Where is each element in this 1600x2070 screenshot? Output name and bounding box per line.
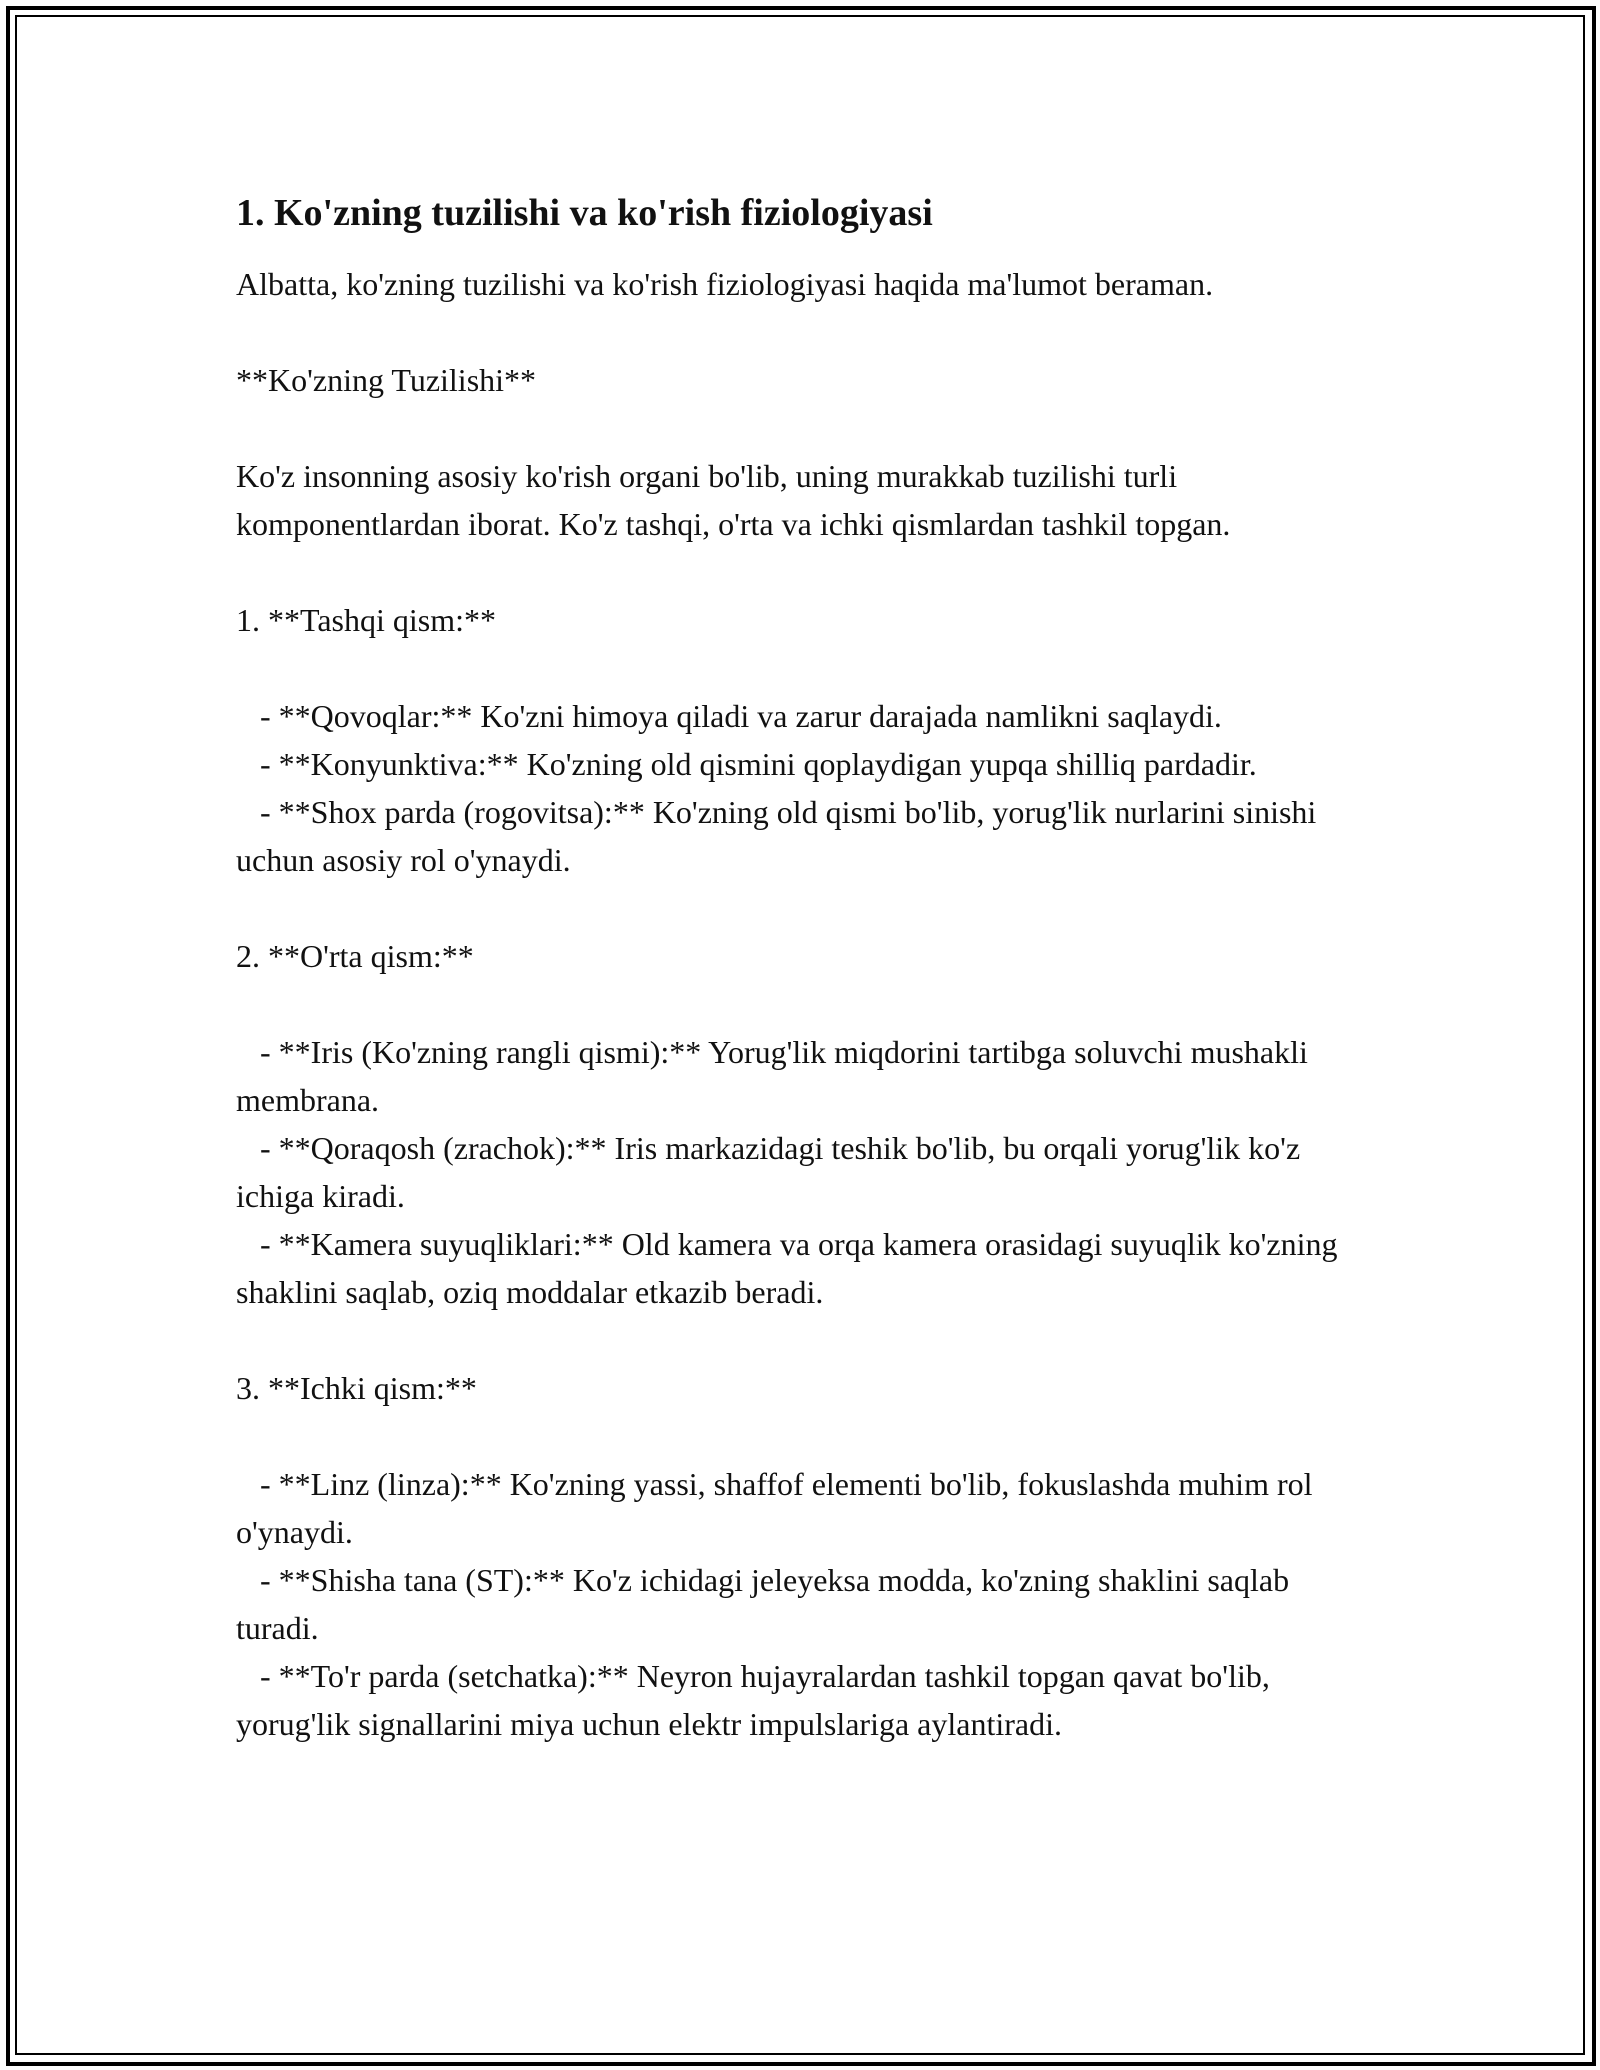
list-item: - **Shisha tana (ST):** Ko'z ichidagi jeleyeksa modda, ko'zning shaklini saqlab turadi. [236,1562,1298,1646]
spacer [236,548,1376,596]
list-item: - **Konyunktiva:** Ko'zning old qismini qoplaydigan yupqa shilliq pardadir. [236,746,1257,782]
list-item: - **Shox parda (rogovitsa):** Ko'zning old qismi bo'lib, yorug'lik nurlarini sinishi uchun asosiy rol o'ynaydi. [236,794,1325,878]
spacer [236,1412,1376,1460]
list-item: - **Linz (linza):** Ko'zning yassi, shaffof elementi bo'lib, fokuslashda muhim rol o'ynaydi. [236,1466,1321,1550]
part-heading-middle: 2. **O'rta qism:** [236,938,474,974]
spacer [236,404,1376,452]
list-item: - **Kamera suyuqliklari:** Old kamera va orqa kamera orasidagi suyuqlik ko'zning shaklini saqlab, oziq moddalar etkazib beradi. [236,1226,1346,1310]
spacer [236,884,1376,932]
part-heading-outer: 1. **Tashqi qism:** [236,602,496,638]
part-heading-inner: 3. **Ichki qism:** [236,1370,477,1406]
section-heading: **Ko'zning Tuzilishi** [236,362,537,398]
intro-paragraph: Albatta, ko'zning tuzilishi va ko'rish fiziologiyasi haqida ma'lumot beraman. [236,266,1214,302]
document-title: 1. Ko'zning tuzilishi va ko'rish fiziologiyasi [236,192,933,234]
spacer [236,644,1376,692]
spacer [236,1316,1376,1364]
list-item: - **Qovoqlar:** Ko'zni himoya qiladi va zarur darajada namlikni saqlaydi. [236,698,1222,734]
overview-paragraph: Ko'z insonning asosiy ko'rish organi bo'lib, uning murakkab tuzilishi turli komponentlardan iborat. Ko'z tashqi, o'rta va ichki qismlardan tashkil topgan. [236,458,1231,542]
spacer [236,980,1376,1028]
spacer [236,308,1376,356]
document-body [236,188,1376,1748]
list-item: - **Iris (Ko'zning rangli qismi):** Yorug'lik miqdorini tartibga soluvchi mushakli membrana. [236,1034,1316,1118]
list-item: - **Qoraqosh (zrachok):** Iris markazidagi teshik bo'lib, bu orqali yorug'lik ko'z ichiga kiradi. [236,1130,1309,1214]
list-item: - **To'r parda (setchatka):** Neyron hujayralardan tashkil topgan qavat bo'lib, yorug'lik signallarini miya uchun elektr impulslariga aylantiradi. [236,1658,1278,1742]
